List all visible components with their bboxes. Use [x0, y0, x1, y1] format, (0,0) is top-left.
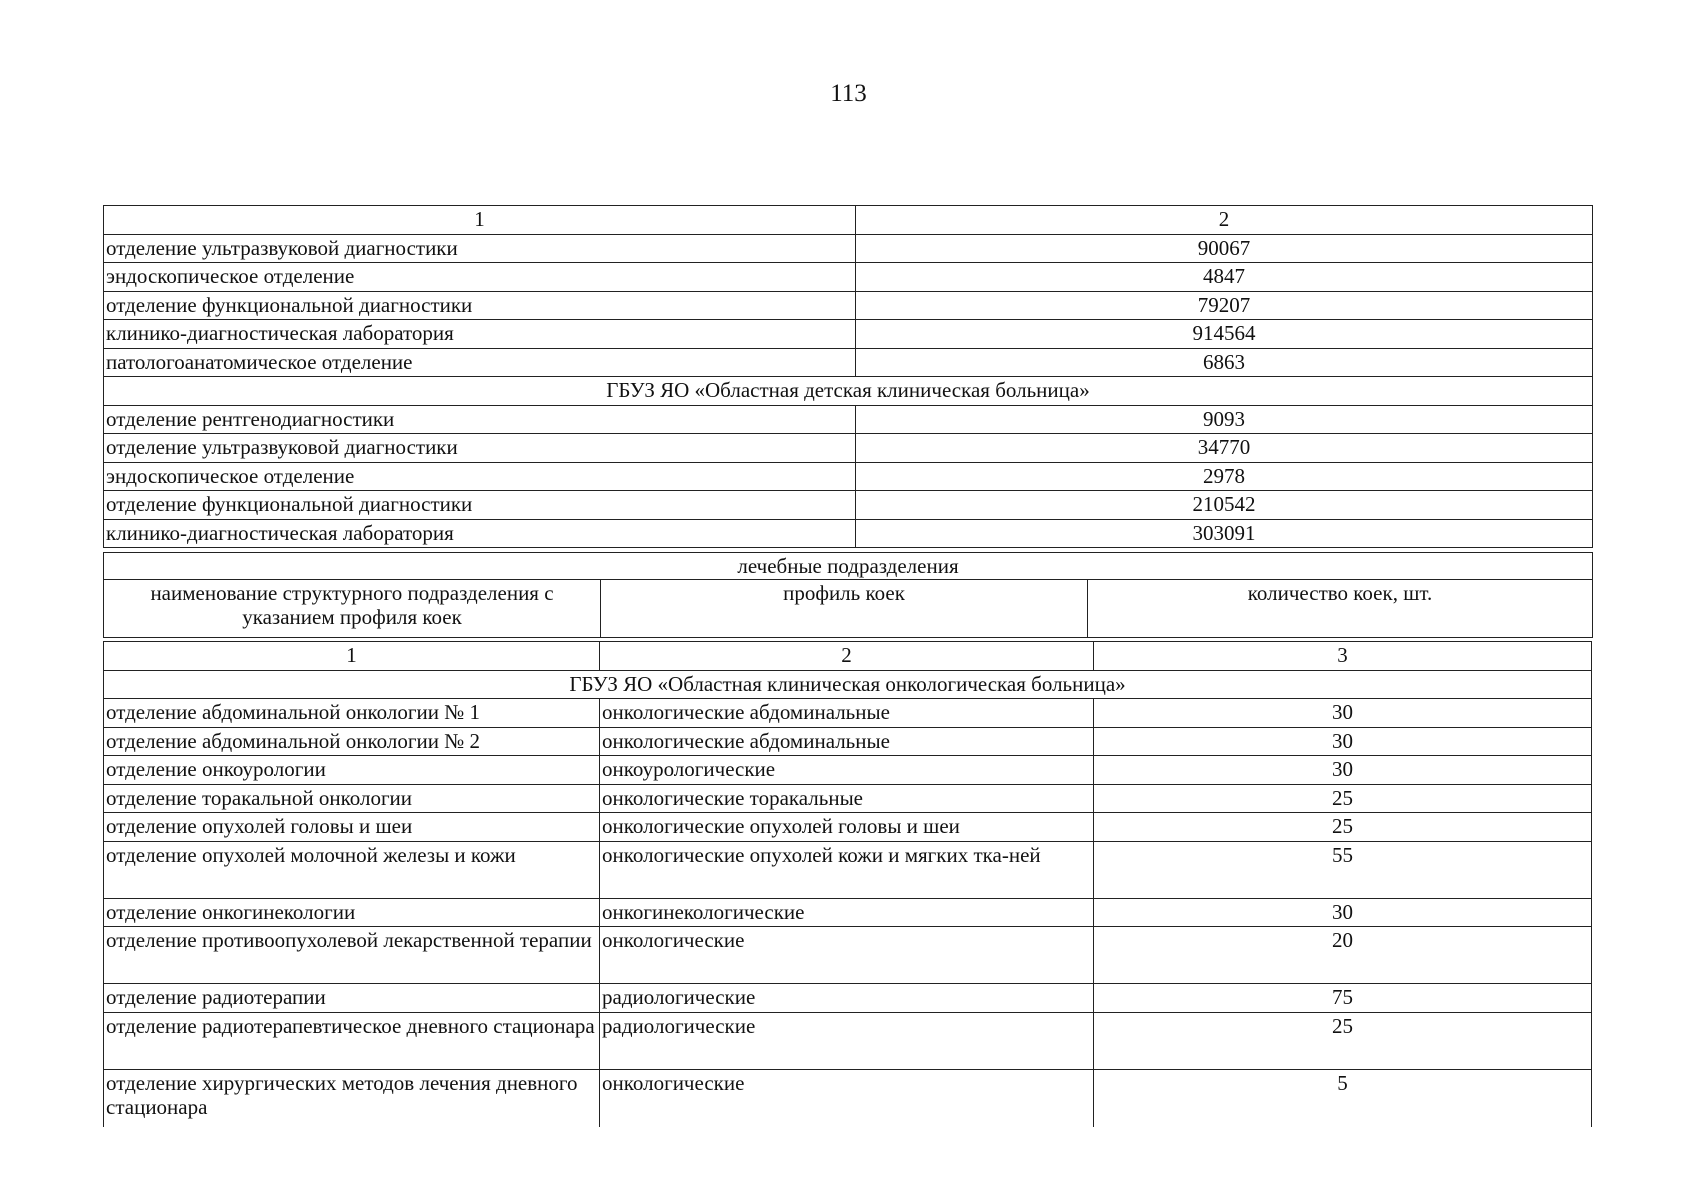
- table-row: [104, 234, 1593, 263]
- column-numbers-row: [104, 642, 1592, 671]
- bed-profile: онкологические опухолей головы и шеи: [600, 813, 1094, 842]
- unit-name: отделение торакальной онкологии: [104, 784, 600, 813]
- unit-value: 303091: [856, 519, 1593, 548]
- table-row: [104, 519, 1593, 548]
- unit-name: отделение противоопухолевой лекарственной терапии: [104, 927, 600, 984]
- column-number-1: 1: [104, 206, 856, 235]
- bed-count: 30: [1094, 898, 1592, 927]
- bed-count: 25: [1094, 813, 1592, 842]
- bed-profile: онкоурологические: [600, 756, 1094, 785]
- unit-value: 2978: [856, 462, 1593, 491]
- table-row: [104, 756, 1592, 785]
- unit-value: 210542: [856, 491, 1593, 520]
- unit-name: клинико-диагностическая лаборатория: [104, 519, 856, 548]
- unit-name: патологоанатомическое отделение: [104, 348, 856, 377]
- table-row: [104, 841, 1592, 898]
- unit-name: отделение ультразвуковой диагностики: [104, 234, 856, 263]
- table-row: [104, 984, 1592, 1013]
- table-row: [104, 1012, 1592, 1069]
- unit-value: 90067: [856, 234, 1593, 263]
- table-row: [104, 727, 1592, 756]
- unit-name: отделение онкоурологии: [104, 756, 600, 785]
- table-row: [104, 348, 1593, 377]
- bed-profile: онкологические: [600, 927, 1094, 984]
- table-row: [104, 898, 1592, 927]
- table-row: [104, 927, 1592, 984]
- unit-name: отделение радиотерапии: [104, 984, 600, 1013]
- column-headers-row: [104, 580, 1593, 638]
- unit-name: отделение рентгенодиагностики: [104, 405, 856, 434]
- bed-profile: онкологические торакальные: [600, 784, 1094, 813]
- bed-profile: онкогинекологические: [600, 898, 1094, 927]
- column-header-bed-count: количество коек, шт.: [1088, 580, 1593, 638]
- section-title-row: [104, 553, 1593, 580]
- table-row: [104, 462, 1593, 491]
- bed-profile: онкологические абдоминальные: [600, 727, 1094, 756]
- bed-count: 25: [1094, 784, 1592, 813]
- unit-name: отделение абдоминальной онкологии № 1: [104, 699, 600, 728]
- unit-name: клинико-диагностическая лаборатория: [104, 320, 856, 349]
- unit-name: эндоскопическое отделение: [104, 462, 856, 491]
- table-row: [104, 291, 1593, 320]
- unit-name: эндоскопическое отделение: [104, 263, 856, 292]
- column-number-2: 2: [856, 206, 1593, 235]
- bed-profile: онкологические опухолей кожи и мягких тка-ней: [600, 841, 1094, 898]
- treatment-units-table: [103, 641, 1592, 1127]
- unit-name: отделение функциональной диагностики: [104, 291, 856, 320]
- table-row: [104, 699, 1592, 728]
- column-number-1: 1: [104, 642, 600, 671]
- bed-profile: онкологические: [600, 1069, 1094, 1127]
- column-number-3: 3: [1094, 642, 1592, 671]
- hospital-title: ГБУЗ ЯО «Областная детская клиническая больница»: [104, 377, 1593, 406]
- unit-name: отделение ультразвуковой диагностики: [104, 434, 856, 463]
- column-number-2: 2: [600, 642, 1094, 671]
- diagnostic-units-table: [103, 205, 1593, 548]
- unit-name: отделение радиотерапевтическое дневного стационара: [104, 1012, 600, 1069]
- hospital-title-row: [104, 670, 1592, 699]
- bed-profile: онкологические абдоминальные: [600, 699, 1094, 728]
- hospital-title-row: [104, 377, 1593, 406]
- column-header-unit-name: наименование структурного подразделения с указанием профиля коек: [104, 580, 601, 638]
- table-row: [104, 405, 1593, 434]
- table-header-row: [104, 206, 1593, 235]
- bed-count: 75: [1094, 984, 1592, 1013]
- bed-count: 30: [1094, 699, 1592, 728]
- bed-count: 5: [1094, 1069, 1592, 1127]
- unit-name: отделение опухолей головы и шеи: [104, 813, 600, 842]
- section-title: лечебные подразделения: [104, 553, 1593, 580]
- table-row: [104, 784, 1592, 813]
- table-row: [104, 1069, 1592, 1127]
- column-header-bed-profile: профиль коек: [601, 580, 1088, 638]
- unit-value: 4847: [856, 263, 1593, 292]
- bed-count: 30: [1094, 756, 1592, 785]
- table-row: [104, 491, 1593, 520]
- table-row: [104, 320, 1593, 349]
- page-number: 113: [830, 80, 867, 107]
- unit-name: отделение абдоминальной онкологии № 2: [104, 727, 600, 756]
- unit-value: 34770: [856, 434, 1593, 463]
- unit-name: отделение функциональной диагностики: [104, 491, 856, 520]
- bed-profile: радиологические: [600, 984, 1094, 1013]
- table-row: [104, 813, 1592, 842]
- treatment-units-header: [103, 552, 1593, 638]
- bed-profile: радиологические: [600, 1012, 1094, 1069]
- table-row: [104, 263, 1593, 292]
- unit-name: отделение хирургических методов лечения дневного стационара: [104, 1069, 600, 1127]
- unit-value: 6863: [856, 348, 1593, 377]
- bed-count: 25: [1094, 1012, 1592, 1069]
- unit-name: отделение онкогинекологии: [104, 898, 600, 927]
- bed-count: 55: [1094, 841, 1592, 898]
- bed-count: 20: [1094, 927, 1592, 984]
- unit-value: 79207: [856, 291, 1593, 320]
- unit-value: 9093: [856, 405, 1593, 434]
- hospital-title: ГБУЗ ЯО «Областная клиническая онкологическая больница»: [104, 670, 1592, 699]
- unit-value: 914564: [856, 320, 1593, 349]
- unit-name: отделение опухолей молочной железы и кожи: [104, 841, 600, 898]
- bed-count: 30: [1094, 727, 1592, 756]
- table-row: [104, 434, 1593, 463]
